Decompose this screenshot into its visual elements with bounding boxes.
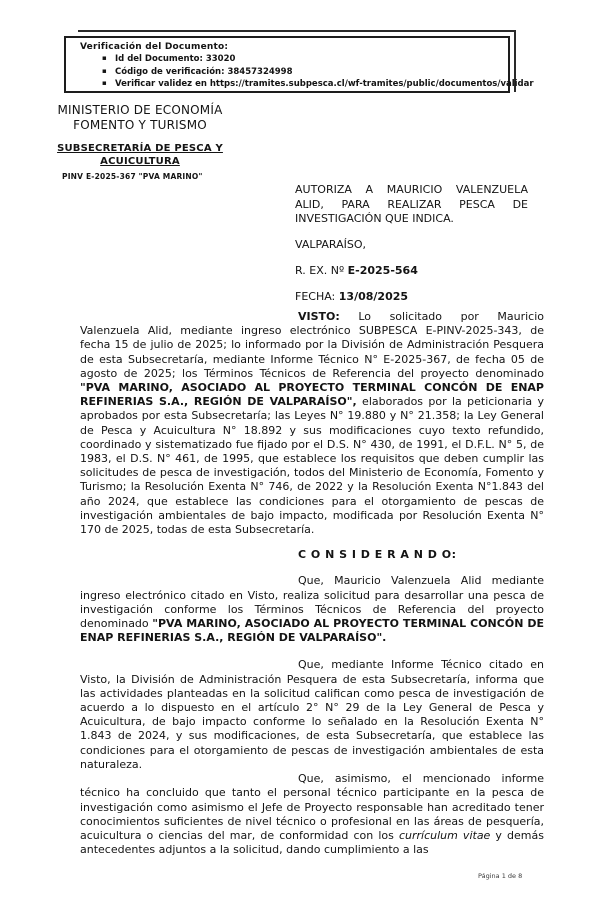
paragraph-3-text-1: Que, asimismo, el mencionado informe técnico ha concluido que tanto el personal técnico participante en la pesca de investigación como asimismo el Jefe de Proyecto responsable han acreditado tener conocimientos suficientes de nivel técnico o profesional en las áreas de pesquería, acuicultura o ciencias del mar, de conformidad con los	[80, 772, 544, 842]
considerando-paragraph-2: Que, mediante Informe Técnico citado en Visto, la División de Administración Pesquera de esta Subsecretaría, informa que las actividades planteadas en la solicitud califican como pesca de investigación de acuerdo a lo dispuesto en el artículo 2° N° 29 de la Ley General de Pesca y Acuicultura, de bajo impacto conforme lo señalado en la Resolución Exenta N° 1.843 de 2024, y sus modificaciones, de esta Subsecretaría, que establece las condiciones para el otorgamiento de pescas de investigación ambientales de esta naturaleza.	[80, 658, 544, 771]
paragraph-1-project-name: "PVA MARINO, ASOCIADO AL PROYECTO TERMINAL CONCÓN DE ENAP REFINERIAS S.A., REGIÓN DE VALPARAÍSO".	[80, 617, 544, 645]
considerando-heading: C O N S I D E R A N D O:	[298, 548, 457, 562]
resolution-date-value: 13/08/2025	[338, 290, 409, 303]
verification-item-text: Código de verificación: 38457324998	[115, 66, 293, 77]
resolution-body	[80, 310, 544, 857]
bullet-icon: ▪	[102, 79, 107, 87]
visto-text-1: Lo solicitado por Mauricio Valenzuela Alid, mediante ingreso electrónico SUBPESCA E-PINV-2025-343, de fecha 15 de julio de 2025; lo informado por la División de Administración Pesquera de esta Subsecretaría, mediante Informe Técnico N° E-2025-367, de fecha 05 de agosto de 2025; los Términos Técnicos de Referencia del proyecto denominado	[80, 310, 544, 380]
visto-label: VISTO:	[298, 310, 340, 323]
letterhead	[20, 103, 260, 168]
paragraph-1-text: Que, Mauricio Valenzuela Alid mediante ingreso electrónico citado en Visto, realiza solicitud para desarrollar una pesca de investigación conforme los Términos Técnicos de Referencia del proyecto denominado	[80, 574, 544, 631]
verification-item-code	[102, 66, 508, 79]
ministry-name-line1: MINISTERIO DE ECONOMÍA	[57, 103, 223, 117]
visto-text-2: elaborados por la peticionaria y aprobados por esta Subsecretaría; las Leyes N° 19.880 y N° 21.358; la Ley General de Pesca y Acuicultura N° 18.892 y sus modificaciones cuyo texto refundido, coordinado y sistematizado fue fijado por el D.S. N° 430, de 1991, el D.F.L. N° 5, de 1983, el D.S. N° 461, de 1995, que establece los requisitos que deben cumplir las solicitudes de pesca de investigación, todos del Ministerio de Economía, Fomento y Turismo; la Resolución Exenta N° 746, de 2022 y la Resolución Exenta N°1.843 del año 2024, que establece las condiciones para el otorgamiento de pescas de investigación ambientales de bajo impacto, modificada por Resolución Exenta N° 170 de 2025, todas de esta Subsecretaría.	[80, 395, 544, 537]
verification-title: Verificación del Documento:	[80, 42, 229, 52]
resolution-date-label: FECHA:	[295, 290, 339, 303]
project-code: PINV E-2025-367 "PVA MARINO"	[62, 172, 203, 181]
verification-item-document-id	[102, 53, 508, 66]
resolution-date	[295, 290, 408, 303]
visto-paragraph	[80, 310, 544, 537]
resolution-number	[295, 264, 418, 277]
resolution-city: VALPARAÍSO,	[295, 238, 367, 251]
visto-project-name: "PVA MARINO, ASOCIADO AL PROYECTO TERMINAL CONCÓN DE ENAP REFINERIAS S.A., REGIÓN DE VALPARAÍSO",	[80, 381, 544, 409]
bullet-icon: ▪	[102, 54, 107, 62]
considerando-paragraph-3	[80, 772, 544, 857]
page-number: Página 1 de 8	[478, 872, 523, 880]
bullet-icon: ▪	[102, 66, 107, 75]
resolution-title: AUTORIZA A MAURICIO VALENZUELA ALID, PARA REALIZAR PESCA DE INVESTIGACIÓN QUE INDICA.	[295, 183, 528, 225]
paragraph-3-text-2: y demás antecedentes adjuntos a la solicitud, dando cumplimiento a las	[80, 828, 544, 857]
verification-item-text: Id del Documento: 33020	[115, 54, 236, 64]
verification-url-text[interactable]: Verificar validez en https://tramites.subpesca.cl/wf-tramites/public/documentos/validar	[115, 79, 534, 89]
subsecretaria-name-line2: ACUICULTURA	[100, 156, 180, 167]
resolution-number-label: R. EX. Nº	[295, 264, 348, 277]
verification-list	[66, 53, 534, 91]
resolution-number-value: E-2025-564	[347, 264, 418, 277]
ministry-name-line2: FOMENTO Y TURISMO	[73, 118, 207, 132]
considerando-paragraph-1	[80, 574, 544, 645]
verification-box	[64, 36, 534, 93]
verification-item-url	[102, 78, 534, 91]
paragraph-3-curriculum-vitae: currículum vitae	[398, 828, 491, 842]
subsecretaria-name-line1: SUBSECRETARÍA DE PESCA Y	[57, 143, 223, 154]
